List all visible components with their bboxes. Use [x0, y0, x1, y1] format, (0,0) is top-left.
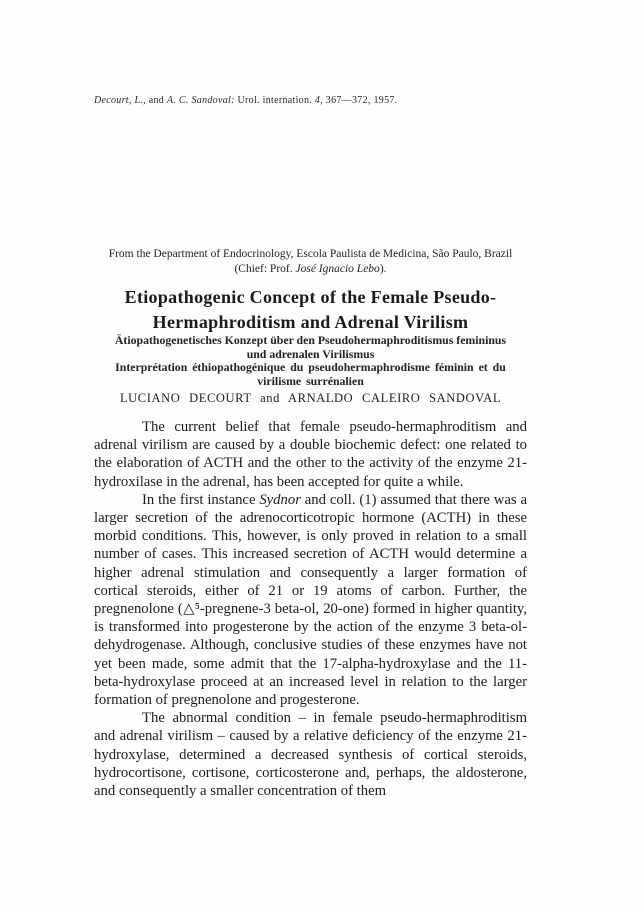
citation-author-2: A. C. Sandoval: [166, 95, 235, 106]
subtitle-french-line1: Interprétation éthiopathogénique du pseudohermaphrodisme féminin et du [115, 360, 506, 374]
article-title-line1: Etiopathogenic Concept of the Female Pseudo- [124, 287, 497, 307]
chief-prefix: (Chief: Prof. [234, 263, 296, 275]
affiliation-department: From the Department of Endocrinology, Escola Paulista de Medicina, São Paulo, Brazil [108, 248, 513, 260]
affiliation-block [94, 247, 527, 277]
paragraph-3: The abnormal condition – in female pseudo-hermaphroditism and adrenal virilism – caused by a relative deficiency of the enzyme 21-hydroxylase, determined a decreased synthesis of cortical steroids, hydrocortisone, cortisone, corticosterone and, perhaps, the aldosterone, and consequently a smaller concentration of them [94, 710, 527, 800]
subtitle-french [94, 361, 527, 388]
authors-line [94, 391, 527, 406]
citation-conjunction: and [145, 95, 167, 106]
article-title-line2: Hermaphroditism and Adrenal Virilism [152, 312, 469, 332]
paragraph-2-suffix: and coll. (1) assumed that there was a larger secretion of the adrenocorticotropic hormone (ACTH) in these morbid conditions. This, however, is only proved in relation to a small number of cases. This increased secretion of ACTH would determine a higher adrenal stimulation and consequently a larger formation of cortical steroids, either of 21 or 19 atoms of carbon. Further, the pregnenolone (△⁵-pregnene-3 beta-ol, 20-one) formed in higher quantity, is transformed into progesterone by the action of the enzyme 3 beta-ol-dehydrogenase. Although, conclusive studies of these enzymes have not yet been made, some admit that the 17-alpha-hydroxylase and the 11-beta-hydroxylase proceed at an increased level in relation to the larger formation of pregnenolone and progesterone. [94, 491, 527, 709]
citation-volume: 4, [314, 95, 323, 106]
subtitle-german-line1: Ätiopathogenetisches Konzept über den Pseudohermaphroditismus femininus [114, 333, 507, 347]
subtitle-german [94, 334, 527, 361]
authors-conjunction: and [260, 391, 280, 405]
article-body [94, 418, 527, 800]
paragraph-2-author-ref: Sydnor [259, 491, 301, 508]
subtitle-french-line2: virilisme surrénalien [257, 373, 364, 388]
affiliation-chief [94, 262, 527, 277]
citation-pages-year: 367—372, 1957. [322, 95, 398, 106]
citation-journal: Urol. internation. [234, 95, 315, 106]
subtitle-german-line2: und adrenalen Virilismus [246, 346, 375, 361]
paragraph-2-prefix: In the first instance [142, 491, 260, 508]
chief-suffix: ). [379, 263, 387, 275]
reference-citation [94, 95, 397, 106]
citation-author-1: Decourt, L., [94, 95, 146, 106]
author-name-2: ARNALDO CALEIRO SANDOVAL [288, 391, 502, 405]
paragraph-2 [94, 491, 527, 709]
paragraph-1: The current belief that female pseudo-hermaphroditism and adrenal virilism are caused by a double biochemic defect: one related to the elaboration of ACTH and the other to the activity of the enzyme 21-hydroxilase in the adrenal, has been accepted for quite a while. [94, 419, 527, 490]
author-name-1: LUCIANO DECOURT [119, 391, 252, 405]
chief-name: José Ignacio Lebo [295, 263, 380, 275]
article-title [94, 285, 527, 335]
